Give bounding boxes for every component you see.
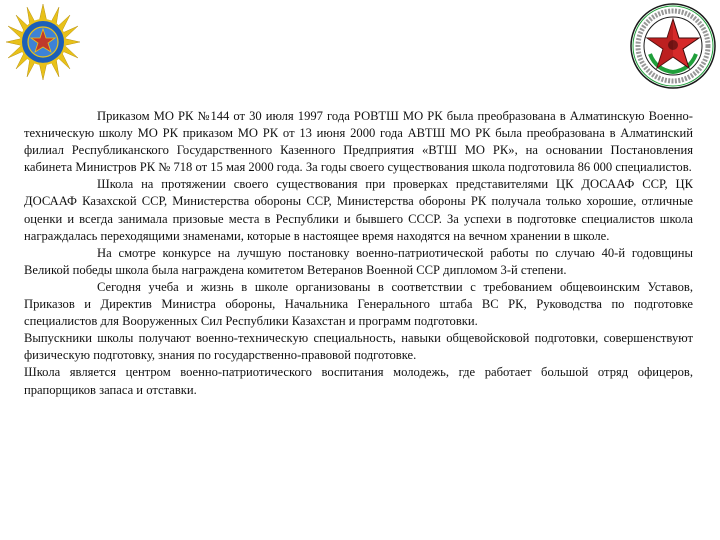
paragraph-2: Школа на протяжении своего существования при проверках представителями ЦК ДОСААФ ССР, ЦК ДОСААФ Казахской ССР, Министерства обороны ССР, Министерства обороны РК получала только хорошие, отличные оценки и всегда занимала призовые места в Республики и бывшего СССР. За успехи в подготовке специалистов школа награждалась переходящими знаменами, которые в настоящее время находятся на вечном хранении в школе.	[24, 177, 693, 243]
paragraph-1: Приказом МО РК №144 от 30 июля 1997 года РОВТШ МО РК была преобразована в Алматинскую Военно-техническую школу МО РК приказом МО РК от 13 июня 2000 года АВТШ МО РК была преобразована в Алматинский филиал Республиканского Государственного Казенного Предприятия «ВТШ МО РК», на основании Постановления кабинета Министров РК № 718 от 15 мая 2000 года. За годы своего существования школа подготовила 86 000 специалистов.	[24, 109, 693, 175]
military-school-emblem-icon	[4, 2, 82, 82]
paragraph-6: Школа является центром военно-патриотического воспитания молодежь, где работает большой отряд офицеров, прапорщиков запаса и отставки.	[24, 365, 693, 397]
document-body	[24, 108, 693, 399]
paragraph-4: Сегодня учеба и жизнь в школе организованы в соответствии с требованием общевоинским Уставов, Приказов и Директив Министра обороны, Начальника Генерального штаба ВС РК, Руководства по подготовке специалистов для Вооруженных Сил Республики Казахстан и программ подготовки.	[24, 279, 693, 329]
paragraph-3: На смотре конкурсе на лучшую постановку военно-патриотической работы по случаю 40-й годовщины Великой победы школа была награждена комитетом Ветеранов Военной ССР дипломом 3-й степени.	[24, 245, 693, 277]
paragraph-5: Выпускники школы получают военно-техническую специальность, навыки общевойсковой подготовки, совершенствуют физическую подготовку, знания по государственно-правовой подготовке.	[24, 331, 693, 363]
circular-seal-red-star-icon	[628, 2, 718, 90]
